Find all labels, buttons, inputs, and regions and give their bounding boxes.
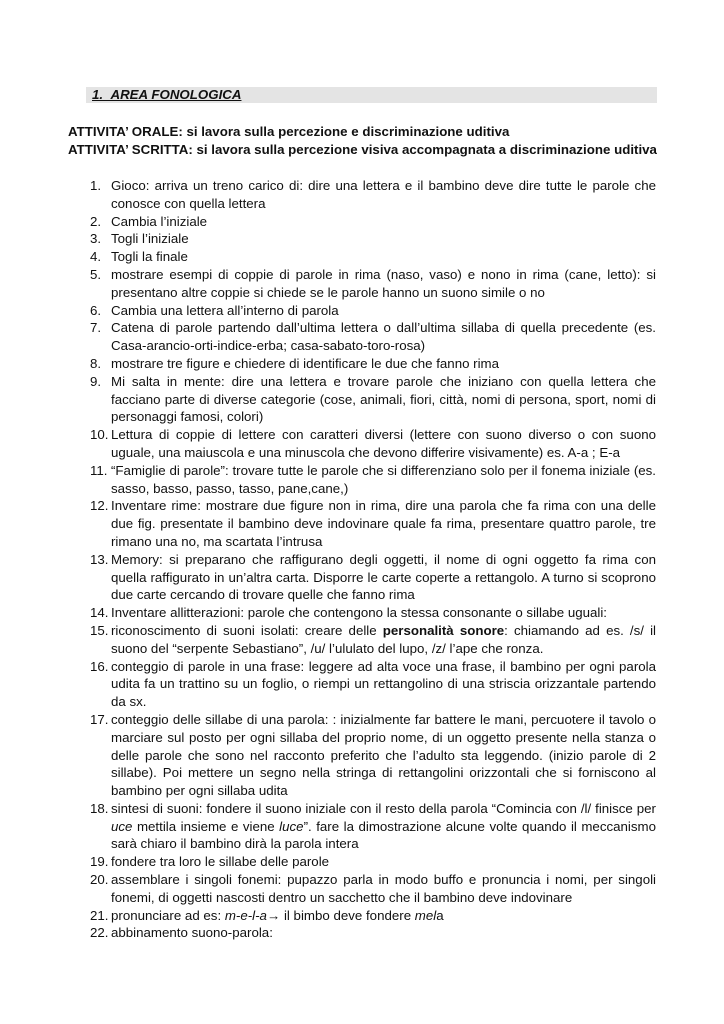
list-item [68, 907, 656, 925]
list-item [68, 604, 656, 622]
item-text [111, 801, 656, 852]
item-text-part: riconoscimento di suoni isolati: creare delle [111, 622, 383, 638]
list-item [68, 497, 656, 550]
italic-term: luce [279, 818, 304, 834]
item-text: Cambia l’iniziale [111, 213, 208, 229]
item-text-part: pronunciare ad es: [111, 907, 225, 923]
activities-block [68, 123, 657, 159]
list-item [68, 319, 656, 355]
list-item [68, 213, 656, 231]
list-item [68, 373, 656, 426]
list-item [68, 871, 656, 907]
list-item [68, 355, 656, 373]
item-text: mostrare esempi di coppie di parole in rima (naso, vaso) e nono in rima (cane, letto): si presentano altre coppie si chiede se le parole hanno un suono simile o no [111, 266, 656, 300]
item-number: 22. [90, 925, 109, 941]
item-text: “Famiglie di parole”: trovare tutte le parole che si differenziano solo per il fonema iniziale (es. sasso, basso, passo, tasso, pane,cane,) [111, 462, 656, 496]
list-item [68, 551, 656, 604]
item-text: conteggio delle sillabe di una parola: : inizialmente far battere le mani, percuotere il tavolo o marciare sul posto per ogni sillaba del proprio nome, di un oggetto presente nella stanza o delle parole che sono nel racconto preferito che l’adulto sta leggendo. (inizio parole di 2 sillabe). Poi mettere un segno nella stringa di rettangolini orizzontali che si forniscono al bambino per ogni sillaba udita [111, 711, 656, 799]
item-text: conteggio di parole in una frase: leggere ad alta voce una frase, il bambino per ogni parola udita fa un trattino su un foglio, o riempi un rettangolino di una striscia orizzantale partendo da sx. [111, 658, 656, 710]
item-number: 20. [90, 872, 109, 888]
item-number: 8. [90, 355, 102, 371]
list-item [68, 248, 656, 266]
item-text: Inventare allitterazioni: parole che contengono la stessa consonante o sillabe uguali: [111, 605, 608, 621]
written-activity-line: ATTIVITA’ SCRITTA: si lavora sulla percezione visiva accompagnata a discriminazione uditiva [68, 142, 657, 157]
item-text: fondere tra loro le sillabe delle parole [111, 854, 330, 870]
item-number: 11. [90, 462, 108, 478]
item-text: Togli la finale [111, 249, 188, 265]
italic-term: m-e-l-a [224, 907, 267, 923]
item-text: Mi salta in mente: dire una lettera e trovare parole che iniziano con quella lettera che facciano parte di diverse categorie (cose, animali, fiori, città, nomi di persona, sport, nomi di personaggi famosi, colori) [111, 373, 656, 425]
item-number: 14. [90, 605, 109, 621]
item-text: Catena di parole partendo dall’ultima lettera o dall’ultima sillaba di quella precedente (es. Casa-arancio-orti-indice-erba; casa-sabato-toro-rosa) [111, 320, 656, 354]
item-number: 13. [90, 551, 109, 567]
item-number: 17. [90, 711, 109, 727]
list-item [68, 266, 656, 302]
list-item [68, 177, 656, 213]
item-text: abbinamento suono-parola: [111, 925, 273, 941]
item-text: Gioco: arriva un treno carico di: dire una lettera e il bambino deve dire tutte le parole che conosce con quella lettera [111, 178, 656, 211]
list-item [68, 853, 656, 871]
list-item [68, 302, 656, 320]
list-item [68, 462, 656, 498]
item-number: 6. [90, 302, 102, 318]
item-number: 1. [90, 178, 102, 193]
item-number: 15. [90, 622, 109, 638]
item-number: 3. [90, 231, 102, 247]
item-text-part: mettila insieme e viene [132, 818, 280, 834]
item-text: Memory: si preparano che raffigurano degli oggetti, il nome di ogni oggetto fa rima con quella raffigurato in un’altra carta. Disporre le carte coperte a rettangolo. A turno si scoprono due carte cercando di trovare quelle che fanno rima [111, 551, 656, 603]
item-number: 10. [90, 427, 109, 443]
item-number: 5. [90, 266, 102, 282]
item-text-part: sintesi di suoni: fondere il suono iniziale con il resto della parola “Comincia con /l/ finisce per [111, 800, 656, 816]
item-text [111, 623, 656, 656]
list-item [68, 426, 656, 462]
section-heading: 1. AREA FONOLOGICA [92, 87, 242, 102]
item-text: Togli l’iniziale [111, 231, 189, 247]
oral-activity-line: ATTIVITA’ ORALE: si lavora sulla percezione e discriminazione uditiva [68, 124, 510, 139]
italic-term: uce [111, 818, 133, 834]
activity-list [68, 177, 656, 942]
item-number: 4. [90, 249, 102, 265]
list-item [68, 622, 656, 658]
item-text-part: il bimbo deve fondere [280, 907, 415, 923]
item-text: assemblare i singoli fonemi: pupazzo parla in modo buffo e pronuncia i nomi, per singoli fonemi, di oggetti nascosti dentro un sacchetto che il bambino deve indovinare [111, 872, 656, 905]
list-item [68, 230, 656, 248]
item-number: 18. [90, 800, 109, 816]
item-text: mostrare tre figure e chiedere di identificare le due che fanno rima [111, 355, 500, 371]
item-number: 7. [90, 320, 102, 336]
item-text: Cambia una lettera all’interno di parola [111, 302, 339, 318]
item-text [111, 908, 444, 923]
item-number: 2. [90, 213, 102, 229]
list-item [68, 924, 656, 942]
item-text-part: ”. fare la dimostrazione alcune volte quando il meccanismo sarà chiaro il bambino dirà la parola intera [111, 818, 656, 852]
list-item [68, 711, 656, 800]
item-number: 21. [90, 907, 109, 923]
item-number: 19. [90, 854, 109, 870]
italic-term: mel [414, 907, 437, 923]
arrow-icon: → [266, 907, 281, 923]
item-text-part: a [436, 907, 444, 923]
list-item [68, 800, 656, 853]
bold-term: personalità sonore [382, 622, 505, 638]
item-text: Lettura di coppie di lettere con caratteri diversi (lettere con suono diverso o con suono uguale, una maiuscola e una minuscola che devono differire visivamente) es. A-a ; E-a [111, 427, 656, 460]
list-item [68, 658, 656, 711]
item-number: 12. [90, 498, 109, 514]
item-number: 16. [90, 658, 109, 674]
item-text-part: : chiamando ad es. /s/ il suono del “serpente Sebastiano”, /u/ l’ululato del lupo, /z/ l’ape che ronza. [111, 622, 656, 656]
item-number: 9. [90, 373, 102, 389]
item-text: Inventare rime: mostrare due figure non in rima, dire una parola che fa rima con una delle due fig. presentate il bambino deve indovinare quale fa rima, presentare quattro parole, tre rimano una no, ma scartata l’intrusa [111, 498, 656, 549]
